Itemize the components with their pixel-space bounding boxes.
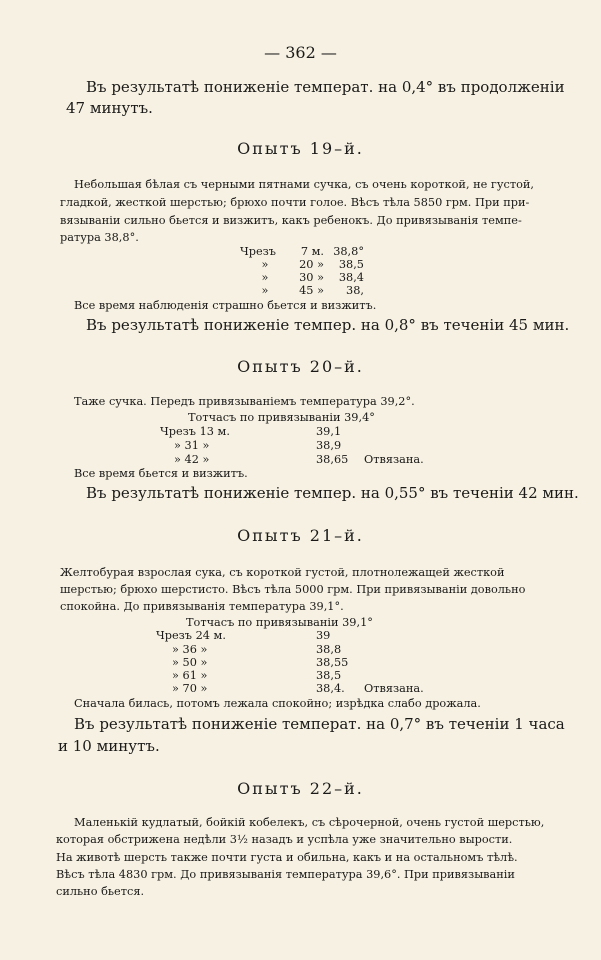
experiment-19-heading: Опытъ 19–й. [237, 139, 364, 158]
experiment-20-heading: Опытъ 20–й. [237, 357, 364, 376]
exp21-result-line-1: Въ результатѣ пониженіе температ. на 0,7° въ теченіи 1 часа [74, 715, 565, 733]
exp20-result: Въ результатѣ пониженіе темпер. на 0,55° въ теченіи 42 мин. [86, 484, 579, 502]
exp22-desc-line-4: Вѣсъ тѣла 4830 грм. До привязыванія температура 39,6°. При привязываніи [56, 868, 515, 881]
exp21-row: » 36 » 38,8 [172, 643, 342, 656]
exp21-row: » 50 » 38,55 [172, 656, 349, 669]
exp19-row: » 30 » 38,4 [261, 271, 364, 284]
experiment-22-heading: Опытъ 22–й. [237, 779, 364, 798]
experiment-21-heading: Опытъ 21–й. [237, 526, 364, 545]
exp19-desc-line-4: ратура 38,8°. [60, 231, 139, 244]
exp21-desc-line-1: Желтобурая взрослая сука, съ короткой густой, плотнолежащей жесткой [60, 566, 505, 579]
exp21-row: Чрезъ 24 м. 39 [156, 629, 331, 642]
exp21-first-row: Тотчасъ по привязываніи 39,1° [186, 616, 373, 629]
page-number: — 362 — [264, 43, 337, 62]
top-result-line-2: 47 минутъ. [66, 99, 153, 117]
exp20-desc: Таже сучка. Передъ привязываніемъ температура 39,2°. [74, 395, 415, 408]
top-result-line-1: Въ результатѣ пониженіе температ. на 0,4° въ продолженіи [86, 78, 565, 96]
exp21-result-line-2: и 10 минутъ. [58, 737, 160, 755]
exp21-desc-line-3: спокойна. До привязыванія температура 39,1°. [60, 600, 344, 613]
exp19-note: Все время наблюденія страшно бьется и визжитъ. [74, 299, 377, 312]
exp22-desc-line-1: Маленькій кудлатый, бойкій кобелекъ, съ сѣрочерной, очень густой шерстью, [74, 816, 545, 829]
exp20-row: » 31 » 38,9 [174, 439, 342, 452]
exp19-desc-line-3: вязываніи сильно бьется и визжитъ, какъ ребенокъ. До привязыванія темпе- [60, 214, 522, 227]
exp19-desc-line-1: Небольшая бѣлая съ черными пятнами сучка, съ очень короткой, не густой, [74, 178, 535, 191]
exp22-desc-line-5: сильно бьется. [56, 885, 145, 898]
exp21-desc-line-2: шерстью; брюхо шерстисто. Вѣсъ тѣла 5000 грм. При привязываніи довольно [60, 583, 526, 596]
exp19-row: » 20 » 38,5 [261, 258, 364, 271]
exp21-row: » 61 » 38,5 [172, 669, 342, 682]
exp22-desc-line-2: которая обстрижена недѣли 3½ назадъ и успѣла уже значительно вырости. [56, 833, 513, 846]
exp21-note: Сначала билась, потомъ лежала спокойно; изрѣдка слабо дрожала. [74, 697, 481, 710]
exp19-result: Въ результатѣ пониженіе темпер. на 0,8° въ теченіи 45 мин. [86, 316, 570, 334]
exp19-desc-line-2: гладкой, жесткой шерстью; брюхо почти голое. Вѣсъ тѣла 5850 грм. При при- [60, 196, 530, 209]
exp22-desc-line-3: На животѣ шерсть также почти густа и обильна, какъ и на остальномъ тѣлѣ. [56, 851, 518, 864]
exp19-row: » 45 » 38, [261, 284, 364, 297]
exp20-first-row: Тотчасъ по привязываніи 39,4° [188, 411, 375, 424]
exp20-row: » 42 » 38,65 Отвязана. [174, 453, 424, 466]
exp21-row: » 70 » 38,4. Отвязана. [172, 682, 424, 695]
exp20-note: Все время бьется и визжитъ. [74, 467, 248, 480]
exp20-row: Чрезъ 13 м. 39,1 [160, 425, 342, 438]
exp19-row: Чрезъ 7 м. 38,8° [240, 245, 364, 258]
